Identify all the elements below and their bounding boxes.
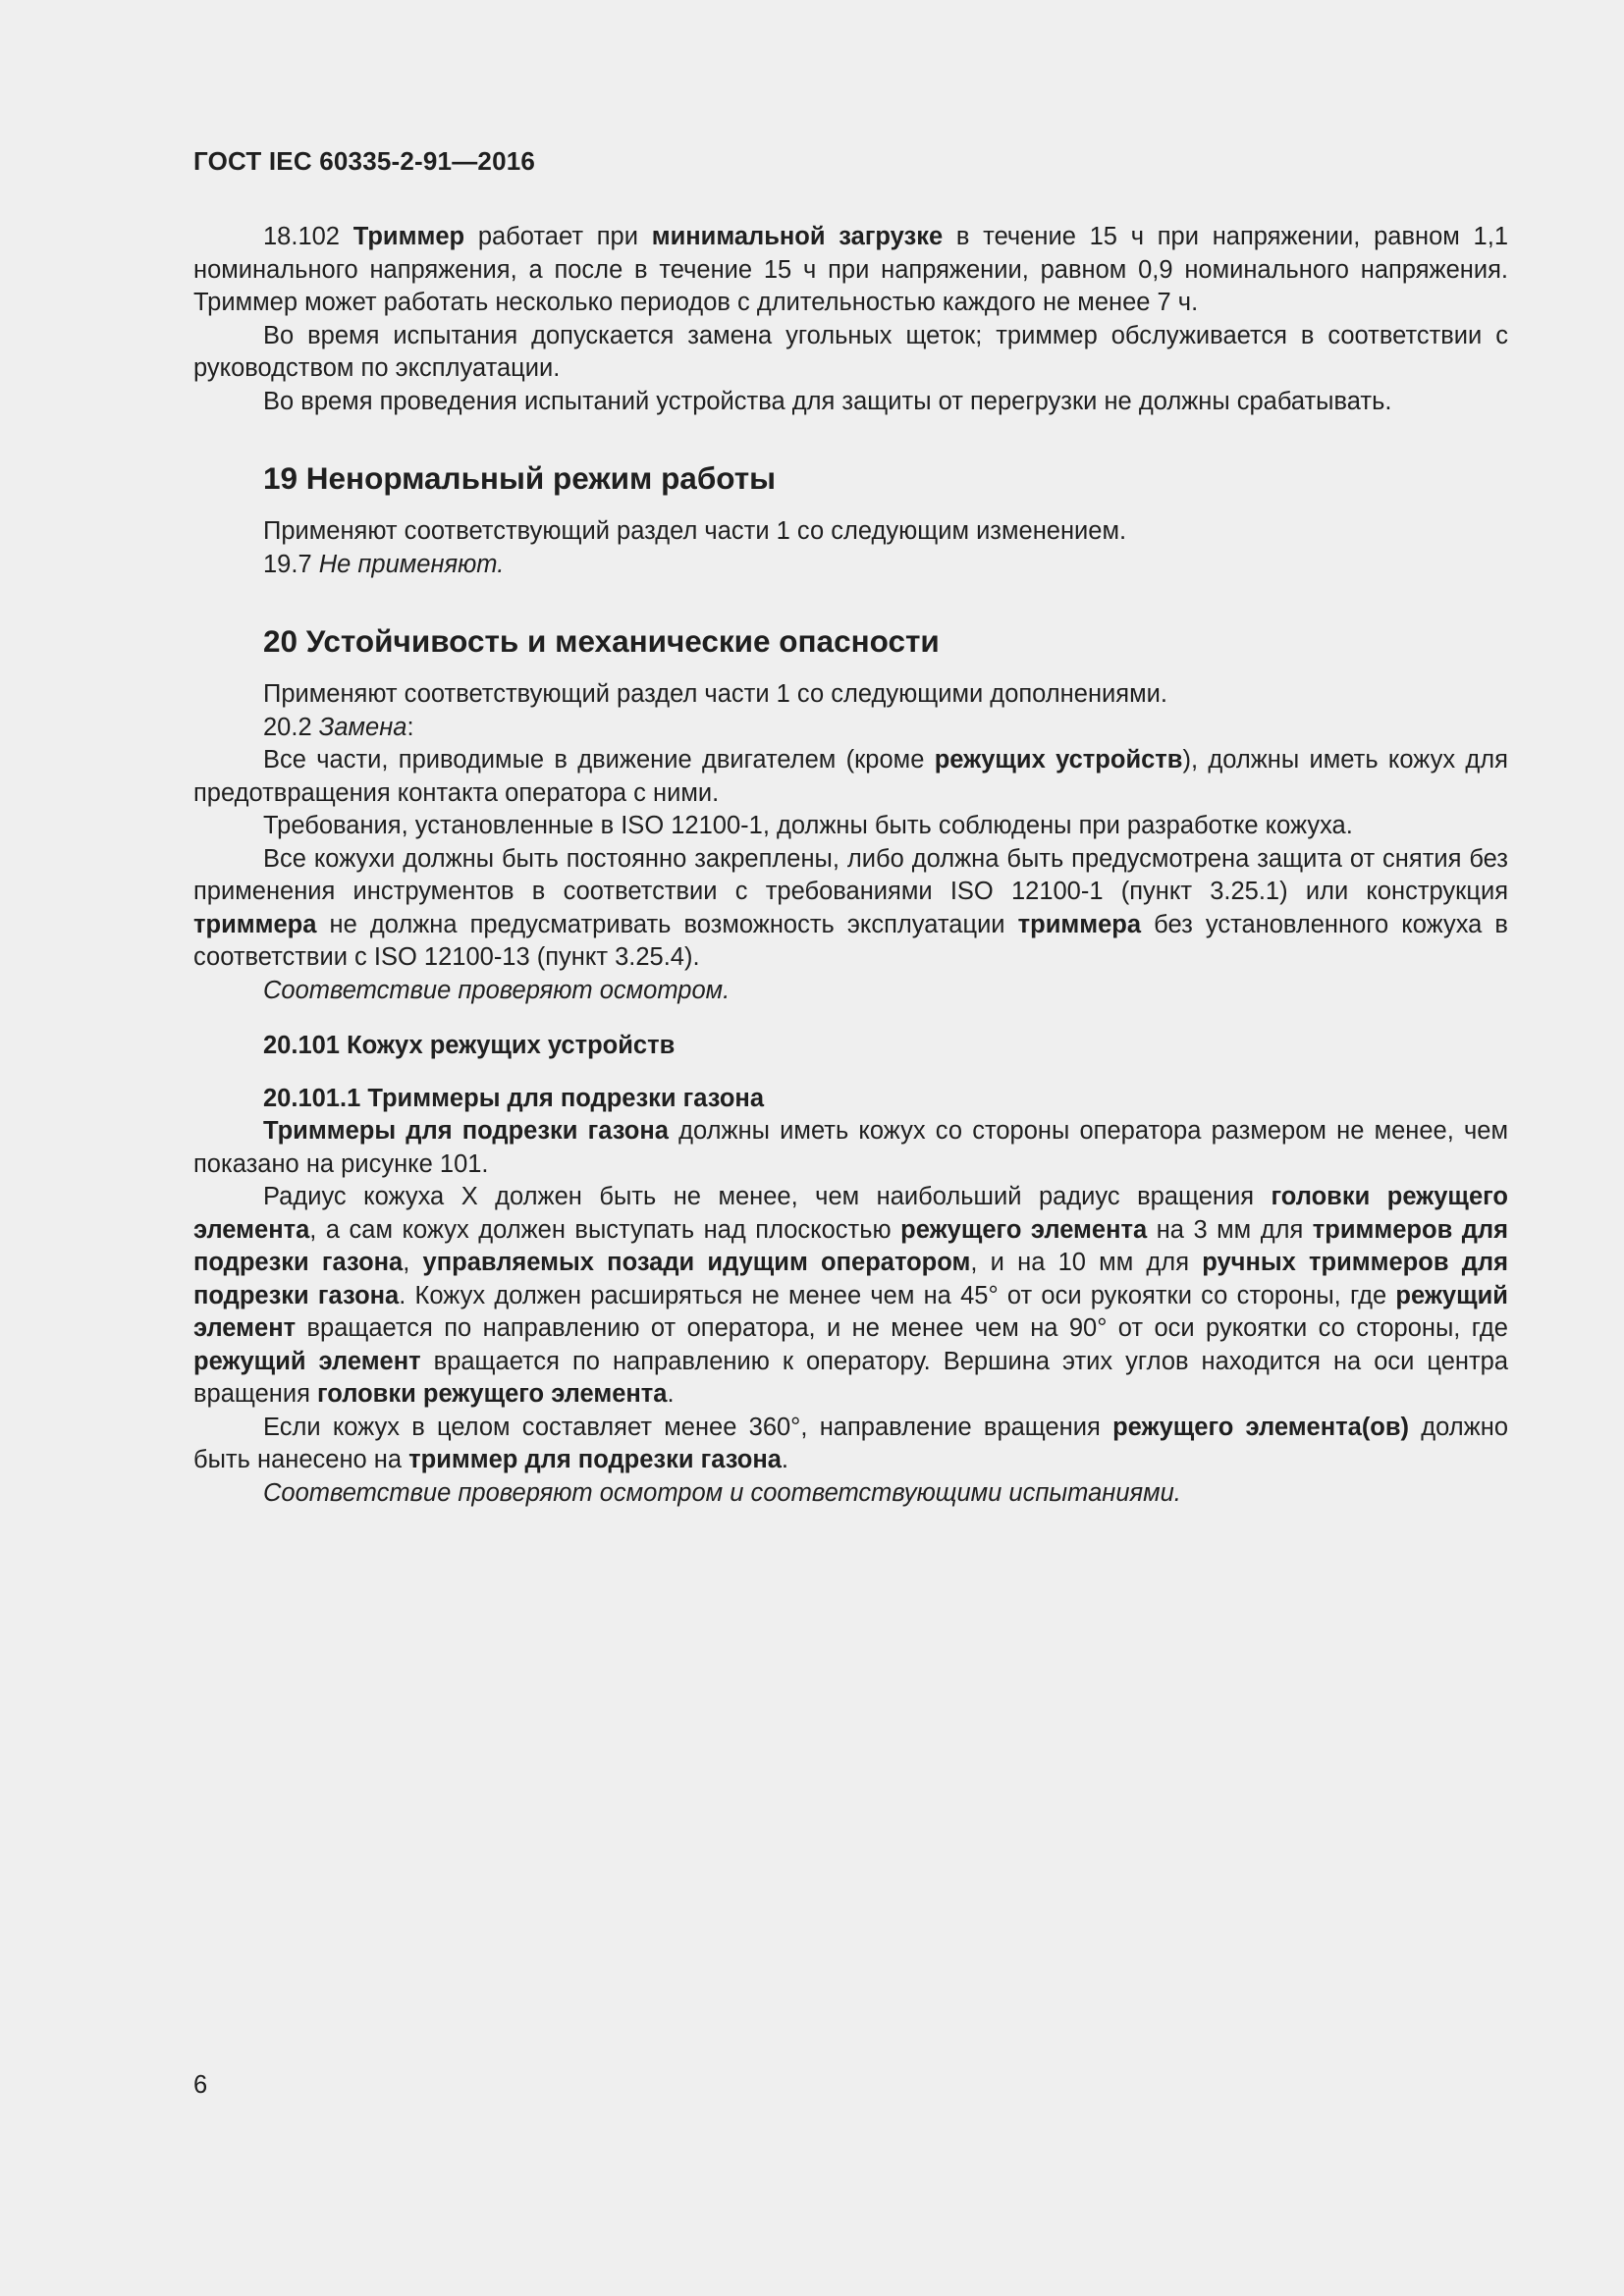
paragraph [193, 1181, 1508, 1412]
text-run: : [406, 713, 414, 741]
italic-text: Не применяют. [318, 550, 505, 578]
paragraph [193, 1412, 1508, 1477]
paragraph [193, 810, 1508, 843]
bold-term: режущий элемент [193, 1347, 421, 1375]
bold-term: Триммер [352, 223, 465, 250]
bold-term: режущих устройств [934, 746, 1183, 774]
paragraph [193, 1115, 1508, 1181]
paragraph [193, 320, 1508, 386]
paragraph [193, 1477, 1508, 1511]
text-run: должно быть нанесено на [193, 1413, 1509, 1473]
text-run: . [781, 1446, 788, 1473]
text-run: Во время испытания допускается замена угольных щеток; триммер обслуживается в соответствии с руководством по эксплуатации. [193, 321, 1508, 382]
bold-term: головки режущего элемента [317, 1380, 668, 1408]
paragraph [193, 975, 1508, 1008]
text-run: 19.7 [263, 550, 319, 578]
text-run: Если кожух в целом составляет менее 360°, направление вращения [263, 1413, 1113, 1441]
bold-term: триммер для подрезки газона [408, 1446, 782, 1473]
text-run: без установленного кожуха в соответствии с ISO 12100-13 (пункт 3.25.4). [193, 910, 1508, 971]
paragraph [193, 515, 1508, 549]
text-run: должны иметь кожух со стороны оператора размером не менее, чем показано на рисунке 101. [193, 1117, 1508, 1178]
document-body [193, 221, 1508, 1510]
text-run: не должна предусматривать возможность эксплуатации [316, 910, 1018, 938]
paragraph [193, 843, 1508, 975]
bold-term: триммеров для подрезки газона [193, 1215, 1509, 1276]
document-header: ГОСТ IEC 60335-2-91—2016 [193, 146, 536, 176]
bold-term: управляемых позади идущим оператором [422, 1249, 971, 1276]
text-run: . Кожух должен расширяться не менее чем на 45° от оси рукоятки со стороны, где [399, 1281, 1396, 1309]
bold-term: режущего элемента [900, 1215, 1148, 1244]
text-run: на 3 мм для [1147, 1215, 1313, 1244]
text-run: ), должны иметь кожух для предотвращения контакта оператора с ними. [193, 746, 1508, 807]
text-run: Во время проведения испытаний устройства для защиты от перегрузки не должны срабатывать. [263, 387, 1392, 415]
bold-term: головки режущего элемента [193, 1183, 1508, 1244]
bold-term: минимальной загрузке [651, 223, 944, 250]
bold-term: триммера [193, 910, 317, 938]
bold-term: триммера [1017, 910, 1142, 938]
text-run: , [403, 1249, 423, 1276]
text-run: Все кожухи должны быть постоянно закреплены, либо должна быть предусмотрена защита от снятия без применения инструментов в соответствии с требованиями ISO 12100-1 (пункт 3.25.1) или конструкция [193, 844, 1508, 905]
italic-text: Соответствие проверяют осмотром и соответствующими испытаниями. [263, 1478, 1181, 1507]
bold-term: режущий элемент [193, 1281, 1508, 1342]
text-run: 18.102 [263, 223, 353, 250]
text-run: работает при [464, 223, 652, 250]
text-run: 20.2 [263, 713, 319, 741]
subsection-heading: 20.101.1 Триммеры для подрезки газона [263, 1084, 764, 1112]
section-heading: 20 Устойчивость и механические опасности [263, 623, 940, 659]
text-run: , а сам кожух должен выступать над плоскостью [309, 1215, 901, 1244]
bold-term: режущего элемента(ов) [1112, 1413, 1410, 1441]
subsection-heading: 20.101 Кожух режущих устройств [263, 1032, 676, 1059]
text-run: вращается по направлению к оператору. Вершина этих углов находится на оси центра вращения [193, 1347, 1508, 1408]
text-run: Все части, приводимые в движение двигателем (кроме [263, 746, 935, 774]
paragraph [193, 221, 1508, 320]
paragraph [193, 712, 1508, 745]
italic-text: Замена [318, 713, 407, 741]
text-run: . [667, 1380, 675, 1408]
text-run: вращается по направлению от оператора, и не менее чем на 90° от оси рукоятки со стороны, где [296, 1314, 1508, 1342]
text-run: Требования, установленные в ISO 12100-1, должны быть соблюдены при разработке кожуха. [263, 812, 1353, 839]
text-run: Радиус кожуха X должен быть не менее, чем наибольший радиус вращения [263, 1183, 1272, 1210]
bold-term: Триммеры для подрезки газона [263, 1117, 669, 1145]
italic-text: Соответствие проверяют осмотром. [263, 976, 731, 1004]
text-run: Применяют соответствующий раздел части 1 со следующим изменением. [263, 517, 1127, 545]
text-run: , и на 10 мм для [970, 1249, 1203, 1276]
bold-term: ручных триммеров для подрезки газона [193, 1249, 1508, 1309]
paragraph [193, 549, 1508, 582]
paragraph [193, 386, 1508, 419]
page-number: 6 [193, 2071, 208, 2099]
section-heading: 19 Ненормальный режим работы [263, 460, 777, 496]
text-run: в течение 15 ч при напряжении, равном 1,1 номинального напряжения, а после в течение 15 ч при напряжении, равном 0,9 номинального напряжения. Триммер может работать несколько периодов с длительностью каждого не менее 7 ч. [193, 223, 1508, 316]
paragraph [193, 744, 1508, 810]
text-run: Применяют соответствующий раздел части 1 со следующими дополнениями. [263, 680, 1167, 708]
paragraph [193, 678, 1508, 712]
